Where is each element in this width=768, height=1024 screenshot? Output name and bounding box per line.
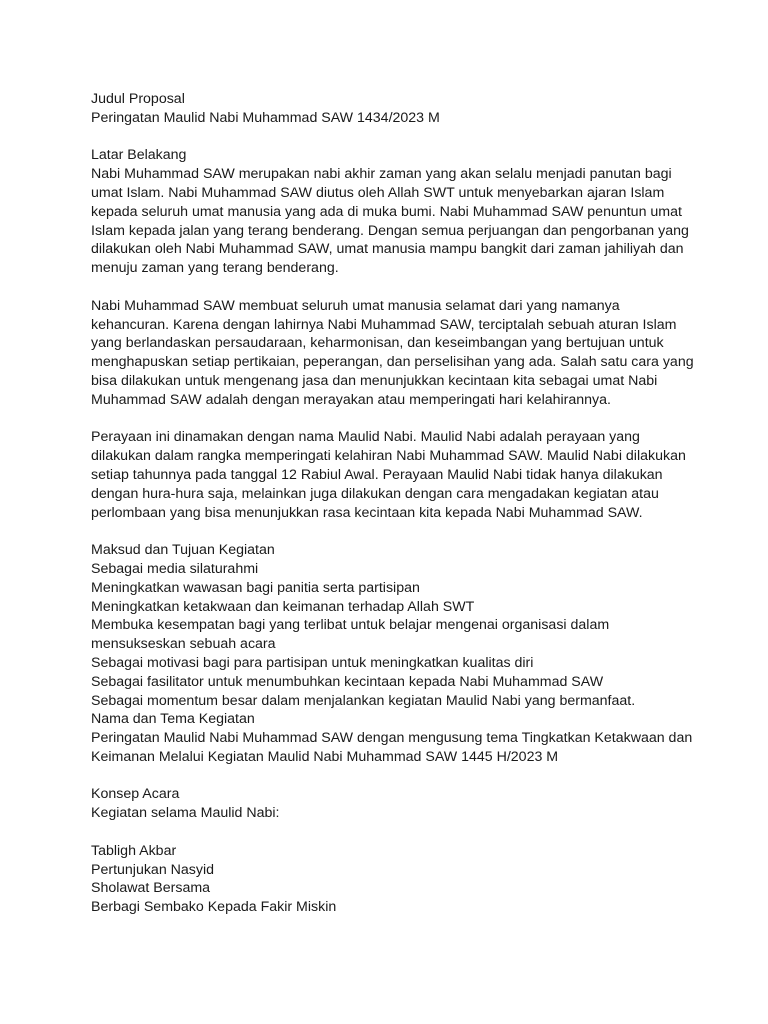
paragraph-line: perlombaan yang bisa menunjukkan rasa kecintaan kita kepada Nabi Muhammad SAW. [91,504,643,521]
list-item: Tabligh Akbar [91,842,177,859]
paragraph-line: setiap tahunnya pada tanggal 12 Rabiul Awal. Perayaan Maulid Nabi tidak hanya dilakukan [91,466,663,483]
paragraph-line: bisa dilakukan untuk mengenang jasa dan menunjukkan kecintaan kita sebagai umat Nabi [91,372,658,389]
paragraph-line: Muhammad SAW adalah dengan merayakan atau memperingati hari kelahirannya. [91,391,611,408]
paragraph-line: dilakukan oleh Nabi Muhammad SAW, umat manusia mampu bangkit dari zaman jahiliyah dan [91,241,684,258]
paragraph-line: Nabi Muhammad SAW membuat seluruh umat manusia selamat dari yang namanya [91,297,620,314]
maksud-tujuan-section [91,541,731,710]
section-heading-konsep-acara: Konsep Acara [91,786,180,803]
section-heading-latar-belakang: Latar Belakang [91,147,187,164]
list-item: Meningkatkan wawasan bagi panitia serta partisipan [91,579,420,596]
paragraph-line: menghapuskan setiap pertikaian, peperangan, dan perselisihan yang ada. Salah satu cara yang [91,354,694,371]
list-item: Sebagai momentum besar dalam menjalankan kegiatan Maulid Nabi yang bermanfaat. [91,692,636,709]
document-page [91,90,731,917]
proposal-title: Peringatan Maulid Nabi Muhammad SAW 1434/2023 M [91,109,440,126]
paragraph-line: Islam kepada jalan yang terang benderang. Dengan semua perjuangan dan pengorbanan yang [91,222,689,239]
spacer [91,128,731,147]
paragraph-line: menuju zaman yang terang benderang. [91,260,339,277]
paragraph-line: Keimanan Melalui Kegiatan Maulid Nabi Muhammad SAW 1445 H/2023 M [91,748,559,765]
section-heading-nama-tema: Nama dan Tema Kegiatan [91,711,255,728]
title-section [91,90,731,128]
paragraph-line: kepada seluruh umat manusia yang ada di muka bumi. Nabi Muhammad SAW penuntun umat [91,203,682,220]
list-item: Berbagi Sembako Kepada Fakir Miskin [91,899,337,916]
nama-tema-section [91,710,731,766]
latar-belakang-section [91,146,731,522]
paragraph-line: Nabi Muhammad SAW merupakan nabi akhir zaman yang akan selalu menjadi panutan bagi [91,166,672,183]
list-item: Membuka kesempatan bagi yang terlibat untuk belajar mengenai organisasi dalam [91,617,610,634]
paragraph-2 [91,297,731,410]
list-item: Pertunjukan Nasyid [91,861,215,878]
list-item: Sebagai fasilitator untuk menumbuhkan kecintaan kepada Nabi Muhammad SAW [91,673,604,690]
paragraph-line: dengan hura-hura saja, melainkan juga dilakukan dengan cara mengadakan kegiatan atau [91,485,659,502]
section-heading-judul: Judul Proposal [91,91,185,107]
list-item: Sebagai media silaturahmi [91,560,259,577]
spacer [91,522,731,541]
paragraph-1 [91,165,731,278]
paragraph-line: umat Islam. Nabi Muhammad SAW diutus oleh Allah SWT untuk menyebarkan ajaran Islam [91,184,665,201]
list-item: Sebagai motivasi bagi para partisipan untuk meningkatkan kualitas diri [91,654,534,671]
list-item: mensukseskan sebuah acara [91,636,276,653]
spacer [91,410,731,429]
spacer [91,823,731,842]
konsep-intro: Kegiatan selama Maulid Nabi: [91,805,280,822]
paragraph-3 [91,428,731,522]
paragraph-line: yang berlandaskan persaudaraan, keharmonisan, dan keseimbangan yang bertujuan untuk [91,335,664,352]
konsep-acara-section [91,785,731,917]
paragraph-line: Perayaan ini dinamakan dengan nama Maulid Nabi. Maulid Nabi adalah perayaan yang [91,429,640,446]
list-item: Meningkatkan ketakwaan dan keimanan terhadap Allah SWT [91,598,475,615]
paragraph-line: dilakukan dalam rangka memperingati kelahiran Nabi Muhammad SAW. Maulid Nabi dilakukan [91,448,686,465]
paragraph-line: Peringatan Maulid Nabi Muhammad SAW dengan mengusung tema Tingkatkan Ketakwaan dan [91,730,693,747]
section-heading-maksud-tujuan: Maksud dan Tujuan Kegiatan [91,542,275,559]
spacer [91,767,731,786]
spacer [91,278,731,297]
list-item: Sholawat Bersama [91,880,211,897]
paragraph-line: kehancuran. Karena dengan lahirnya Nabi Muhammad SAW, terciptalah sebuah aturan Islam [91,316,677,333]
